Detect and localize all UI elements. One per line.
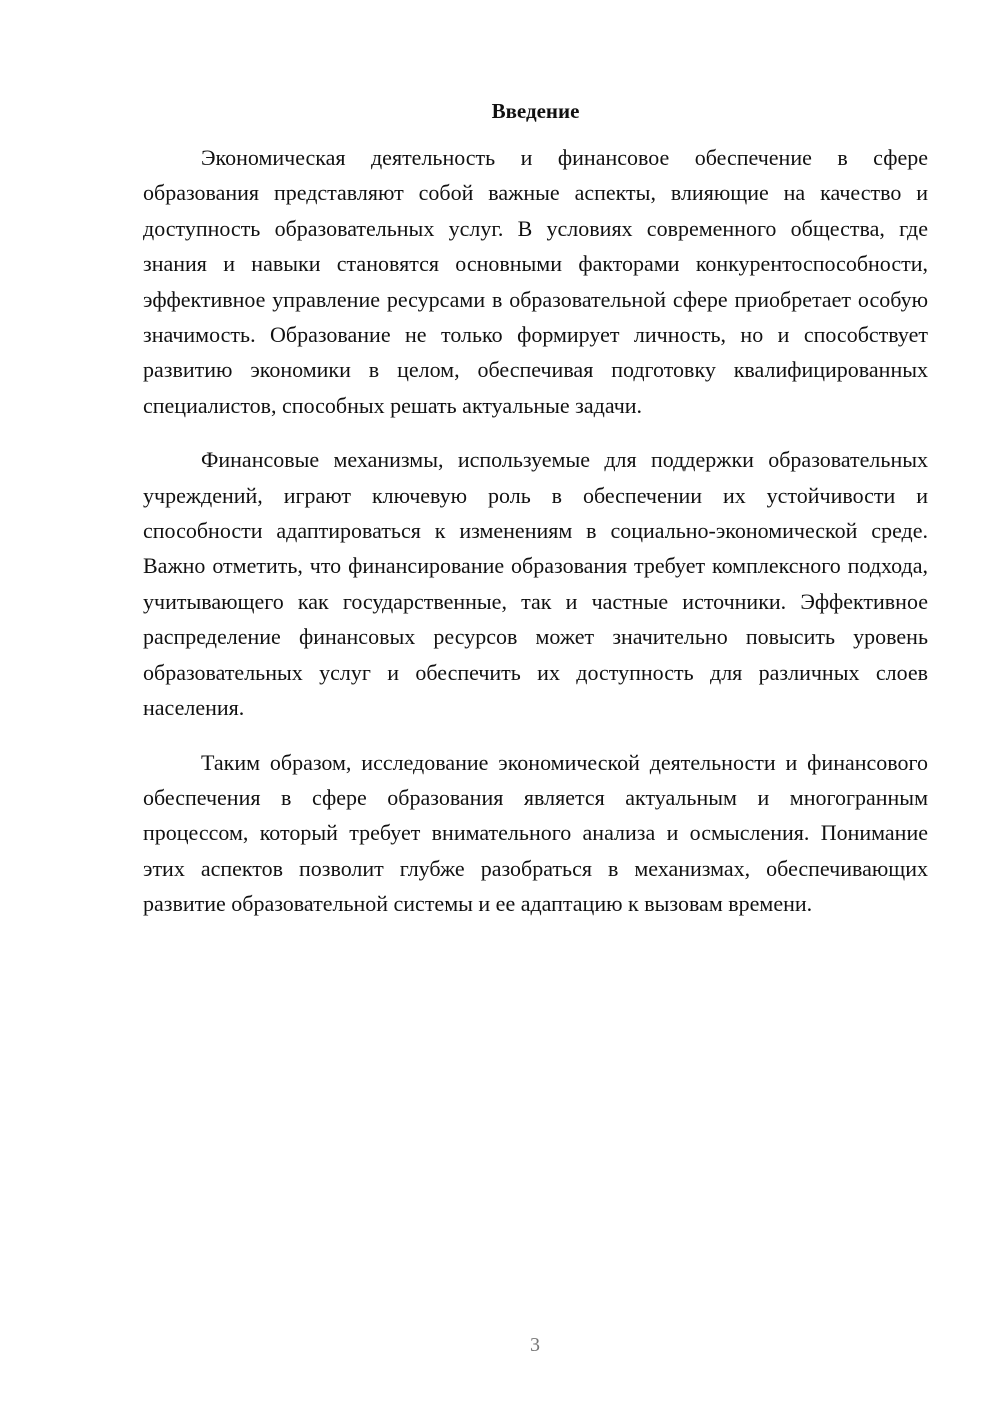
paragraph-3: Таким образом, исследование экономической деятельности и финансового обеспечения в сфере образования является актуальным и многогранным процессом, который требует внимательного анализа и осмысления. Понимание этих аспектов позволит глубже разобраться в механизмах, обеспечивающих развитие образовательной системы и ее адаптацию к вызовам времени. [143, 749, 928, 917]
page-content [143, 96, 928, 941]
paragraph-2: Финансовые механизмы, используемые для поддержки образовательных учреждений, играют ключевую роль в обеспечении их устойчивости и способности адаптироваться к изменениям в социально-экономической среде. Важно отметить, что финансирование образования требует комплексного подхода, учитывающего как государственные, так и частные источники. Эффективное распределение финансовых ресурсов может значительно повысить уровень образовательных услуг и обеспечить их доступность для различных слоев населения. [143, 447, 928, 721]
page-number: 3 [530, 1334, 540, 1356]
paragraph-1: Экономическая деятельность и финансовое обеспечение в сфере образования представляют собой важные аспекты, влияющие на качество и доступность образовательных услуг. В условиях современного общества, где знания и навыки становятся основными факторами конкурентоспособности, эффективное управление ресурсами в образовательной сфере приобретает особую значимость. Образование не только формирует личность, но и способствует развитию экономики в целом, обеспечивая подготовку квалифицированных специалистов, способных решать актуальные задачи. [143, 145, 928, 418]
section-title: Введение [491, 99, 580, 123]
